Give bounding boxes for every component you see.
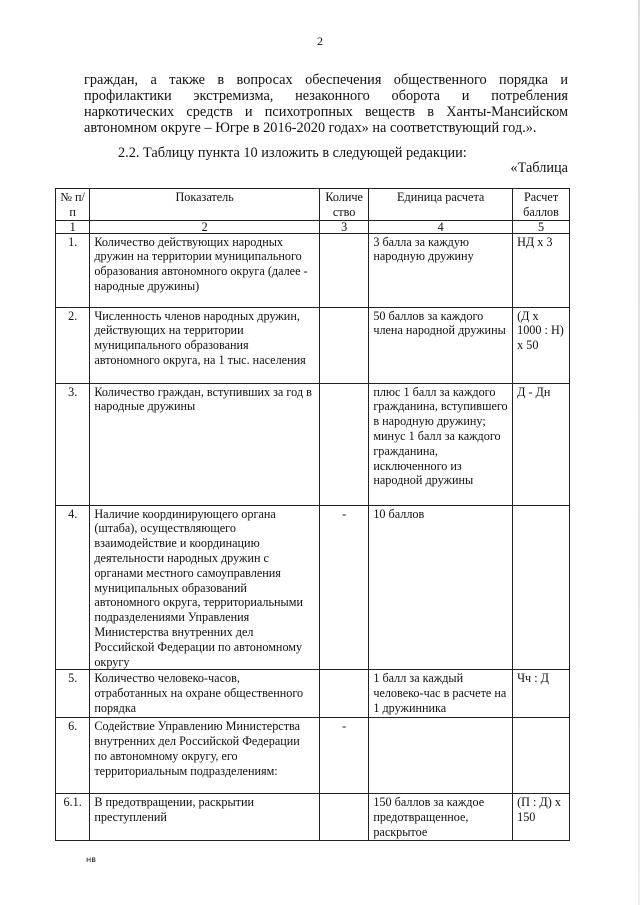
row-indicator: Численность членов народных дружин, действующих на территории муниципального образования автономного округа, на 1 тыс. населения [90, 307, 320, 383]
row-unit: 10 баллов [369, 505, 513, 670]
table-row [56, 307, 570, 383]
row-num: 1. [56, 233, 90, 307]
header-quantity: Количе ство [319, 189, 368, 221]
row-num: 6.1. [56, 794, 90, 840]
row-indicator: Количество действующих народных дружин на территории муниципального образования автономного округа (далее - народные дружины) [90, 233, 320, 307]
row-unit: 50 баллов за каждого члена народной дружины [369, 307, 513, 383]
table-row [56, 670, 570, 718]
index-cell: 1 [56, 220, 90, 233]
row-quantity [319, 307, 368, 383]
header-indicator: Показатель [90, 189, 320, 221]
row-unit [369, 718, 513, 794]
row-num: 6. [56, 718, 90, 794]
row-indicator: Наличие координирующего органа (штаба), осуществляющего взаимодействие и координацию деятельности народных дружин с органами местного самоуправления муниципальных образований автономного округа, территориальными подразделениями Управления Министерства внутренних дел Российской Федерации по автономному округу [90, 505, 320, 670]
amendment-line: 2.2. Таблицу пункта 10 изложить в следующей редакции: [118, 145, 467, 161]
row-unit: 3 балла за каждую народную дружину [369, 233, 513, 307]
row-calc [513, 718, 570, 794]
table-header-row [56, 189, 570, 221]
row-quantity [319, 794, 368, 840]
table-row [56, 505, 570, 670]
table-row [56, 718, 570, 794]
intro-line-4: автономном округе – Югре в 2016-2020 годах» на соответствующий год.». [84, 120, 537, 136]
row-calc: (П : Д) х 150 [513, 794, 570, 840]
row-quantity [319, 383, 368, 505]
row-indicator: Количество граждан, вступивших за год в народные дружины [90, 383, 320, 505]
row-quantity: - [319, 505, 368, 670]
row-calc [513, 505, 570, 670]
row-calc: Чч : Д [513, 670, 570, 718]
row-quantity: - [319, 718, 368, 794]
page-number: 2 [317, 34, 323, 48]
header-num: № п/п [56, 189, 90, 221]
index-cell: 2 [90, 220, 320, 233]
header-calc: Расчет баллов [513, 189, 570, 221]
row-unit: 150 баллов за каждое предотвращенное, раскрытое [369, 794, 513, 840]
table-row [56, 383, 570, 505]
intro-line-3: наркотических средств и психотропных веществ в Ханты-Мансийском [84, 104, 568, 120]
intro-line-2: профилактики экстремизма, незаконного оборота и потребления [84, 88, 568, 104]
row-num: 2. [56, 307, 90, 383]
row-quantity [319, 233, 368, 307]
table-row [56, 233, 570, 307]
row-unit: плюс 1 балл за каждого гражданина, вступившего в народную дружину; минус 1 балл за каждого гражданина, исключенного из народной дружины [369, 383, 513, 505]
row-indicator: Содействие Управлению Министерства внутренних дел Российской Федерации по автономному округу, его территориальным подразделениям: [90, 718, 320, 794]
row-unit: 1 балл за каждый человеко-час в расчете на 1 дружинника [369, 670, 513, 718]
row-calc: НД х 3 [513, 233, 570, 307]
scoring-table [55, 188, 570, 841]
row-quantity [319, 670, 368, 718]
intro-line-1: граждан, а также в вопросах обеспечения общественного порядка и [84, 72, 568, 88]
index-cell: 5 [513, 220, 570, 233]
footer-mark: нв [86, 855, 96, 864]
row-num: 3. [56, 383, 90, 505]
row-num: 5. [56, 670, 90, 718]
row-indicator: Количество человеко-часов, отработанных на охране общественного порядка [90, 670, 320, 718]
header-unit: Единица расчета [369, 189, 513, 221]
row-num: 4. [56, 505, 90, 670]
index-cell: 3 [319, 220, 368, 233]
row-indicator: В предотвращении, раскрытии преступлений [90, 794, 320, 840]
row-calc: Д - Дн [513, 383, 570, 505]
table-index-row [56, 220, 570, 233]
table-label: «Таблица [510, 160, 568, 176]
row-calc: (Д х 1000 : Н) х 50 [513, 307, 570, 383]
table-row [56, 794, 570, 840]
index-cell: 4 [369, 220, 513, 233]
